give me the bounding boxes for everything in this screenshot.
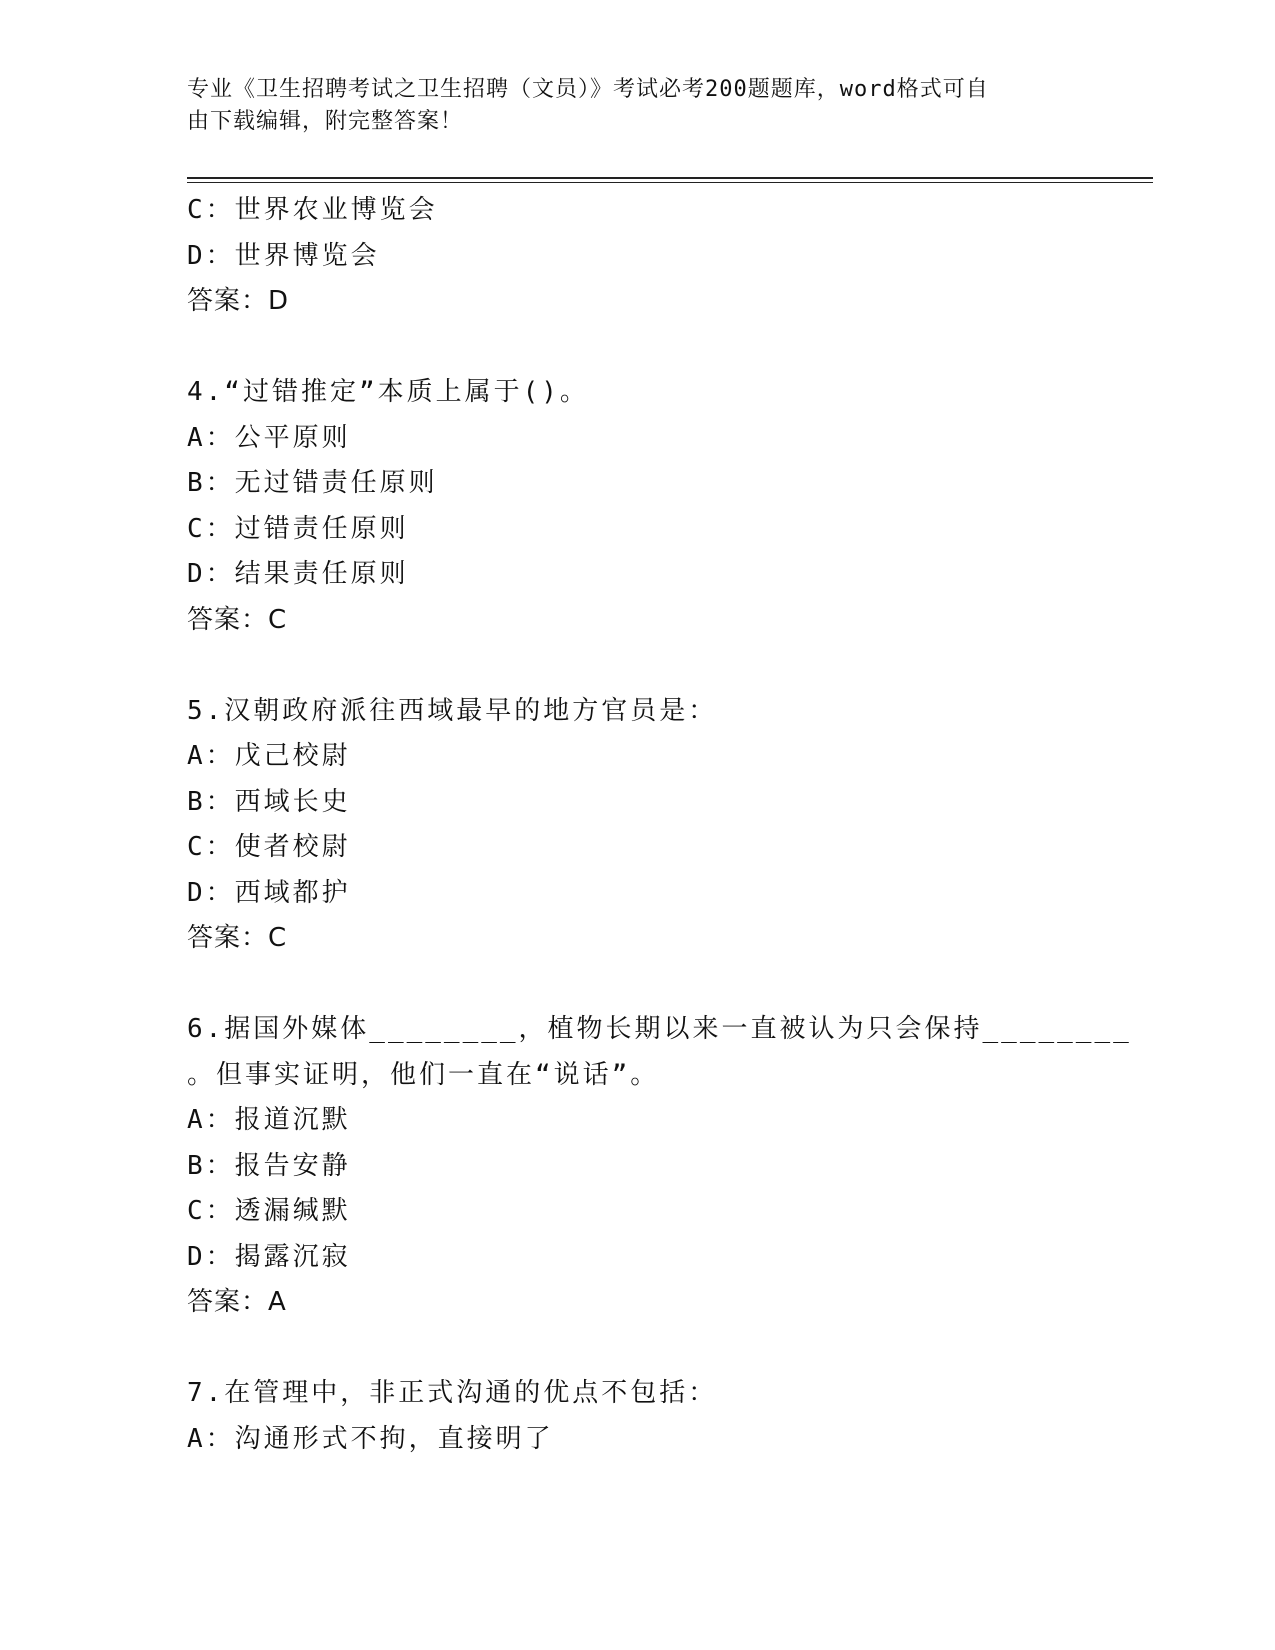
header-title-line-2: 由下载编辑，附完整答案！ (187, 109, 464, 134)
option-c: C：过错责任原则 (187, 513, 409, 544)
option-d: D：世界博览会 (187, 240, 380, 271)
question-5 (187, 689, 1147, 962)
spacer (187, 1326, 1147, 1372)
header-divider-thin (187, 182, 1153, 183)
question-7 (187, 1371, 1147, 1462)
question-4 (187, 370, 1147, 643)
option-c: C：使者校尉 (187, 832, 351, 862)
question-stem: 7.在管理中，非正式沟通的优点不包括： (187, 1378, 718, 1408)
option-a: A：报道沉默 (187, 1105, 351, 1135)
answer-line: 答案：C (187, 923, 288, 953)
answer-line: 答案：D (187, 286, 290, 316)
option-b: B：西域长史 (187, 786, 351, 817)
question-6 (187, 1007, 1147, 1326)
spacer (187, 643, 1147, 689)
spacer (187, 962, 1147, 1008)
option-d: D：揭露沉寂 (187, 1241, 351, 1272)
option-b: B：无过错责任原则 (187, 468, 438, 498)
header-divider-thick (187, 177, 1153, 179)
option-b: B：报告安静 (187, 1150, 351, 1181)
document-header (187, 74, 1067, 138)
question-stem-line-1: 6.据国外媒体________，植物长期以来一直被认为只会保持________ (187, 1014, 1132, 1044)
question-list (187, 188, 1147, 1462)
question-stem-line-2: 。但事实证明，他们一直在“说话”。 (187, 1059, 660, 1090)
option-a: A：戊己校尉 (187, 741, 351, 771)
answer-line: 答案：C (187, 604, 288, 635)
answer-line: 答案：A (187, 1287, 287, 1317)
spacer (187, 325, 1147, 371)
option-a: A：公平原则 (187, 422, 351, 453)
option-c: C：透漏缄默 (187, 1196, 351, 1226)
option-d: D：西域都护 (187, 877, 351, 908)
question-stem: 5.汉朝政府派往西域最早的地方官员是： (187, 695, 718, 726)
header-title-line-1: 专业《卫生招聘考试之卫生招聘（文员）》考试必考200题题库，word格式可自 (187, 77, 989, 102)
option-c: C：世界农业博览会 (187, 195, 438, 225)
option-a: A：沟通形式不拘，直接明了 (187, 1423, 554, 1454)
question-3 (187, 188, 1147, 325)
option-d: D：结果责任原则 (187, 559, 409, 589)
question-stem: 4.“过错推定”本质上属于()。 (187, 377, 589, 407)
